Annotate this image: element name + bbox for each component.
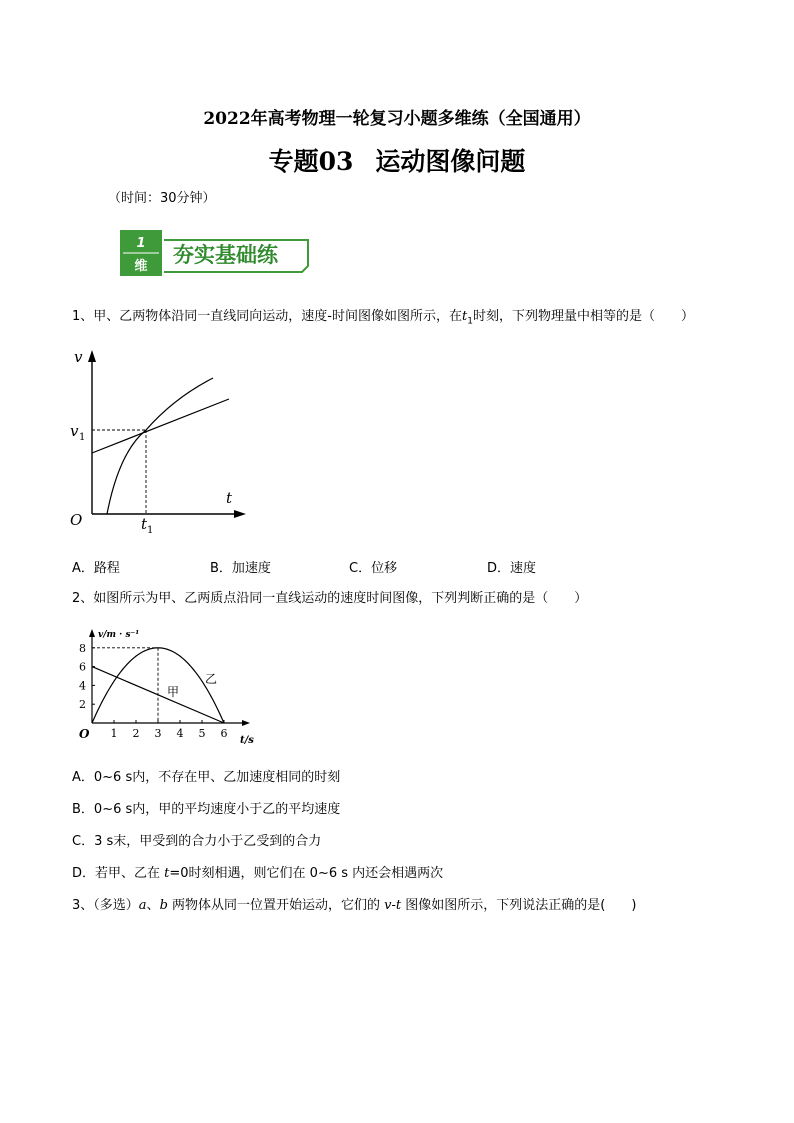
- q1-label-v: v: [74, 348, 83, 366]
- topic-number: 专题03: [268, 147, 354, 176]
- badge-label: 夯实基础练: [173, 243, 278, 267]
- q2-y-tick-label: 2: [79, 698, 86, 712]
- q2-xlabel: t/s: [240, 735, 254, 746]
- q1-option-c[interactable]: C．位移: [349, 561, 398, 576]
- q1-label-v1: v: [70, 422, 79, 440]
- topic-title: [0, 142, 794, 178]
- q2-x-tick-label: 2: [132, 727, 140, 740]
- question-1-graph: [62, 342, 262, 542]
- q2-y-tick-label: 8: [79, 641, 86, 655]
- question-3-stem: 3、（多选）a、b 两物体从同一位置开始运动，它们的 v-t 图像如图所示，下列说法正确的是( ): [72, 898, 637, 913]
- q1-label-t1: t: [141, 515, 148, 533]
- q2-x-tick-label: 6: [220, 727, 228, 740]
- q1-label-origin: O: [70, 511, 83, 529]
- q1-option-a[interactable]: A．路程: [72, 561, 120, 576]
- badge-number: 1: [136, 236, 146, 251]
- q1-x-arrow: [234, 510, 246, 518]
- q2-y-arrow: [89, 629, 95, 637]
- q2-y-tick-label: 6: [79, 660, 86, 674]
- q1-label-t: t: [226, 489, 233, 507]
- q1-y-arrow: [88, 350, 96, 362]
- q2-x-tick-label: 4: [176, 727, 184, 740]
- q1-label-v1-sub: 1: [79, 432, 86, 443]
- q2-option-c[interactable]: C．3 s末，甲受到的合力小于乙受到的合力: [72, 834, 322, 849]
- topic-name: 运动图像问题: [375, 147, 526, 176]
- q2-ylabel: v/m · s⁻¹: [98, 630, 140, 640]
- time-note: （时间：30分钟）: [108, 191, 216, 206]
- q2-y-tick-label: 4: [79, 679, 86, 693]
- q1-option-b[interactable]: B．加速度: [210, 561, 271, 576]
- q2-x-arrow: [242, 720, 250, 726]
- q2-option-b[interactable]: B．0~6 s内，甲的平均速度小于乙的平均速度: [72, 802, 341, 817]
- q2-label-jia: 甲: [167, 685, 180, 699]
- q1-line-linear: [92, 399, 229, 453]
- q2-option-d[interactable]: D．若甲、乙在 t=0时刻相遇，则它们在 0~6 s 内还会相遇两次: [72, 866, 444, 881]
- q1-option-d[interactable]: D．速度: [487, 561, 537, 576]
- badge-dimension: 维: [134, 259, 148, 274]
- section-badge: [120, 230, 312, 276]
- question-1-stem: 1、甲、乙两物体沿同一直线同向运动，速度-时间图像如图所示，在$t_1$时刻，下列物理量中相等的是（ ）: [72, 309, 694, 327]
- q2-label-yi: 乙: [205, 672, 218, 686]
- q2-option-a[interactable]: A．0~6 s内，不存在甲、乙加速度相同的时刻: [72, 770, 341, 785]
- document-title: 2022年高考物理一轮复习小题多维练（全国通用）: [203, 109, 591, 129]
- question-2-chart: [72, 625, 272, 750]
- q1-curve: [107, 378, 213, 514]
- q1-label-t1-sub: 1: [147, 525, 154, 536]
- q2-x-tick-label: 5: [198, 727, 206, 740]
- q2-x-tick-label: 3: [154, 727, 162, 740]
- q2-origin: O: [79, 727, 90, 741]
- q2-x-tick-label: 1: [110, 727, 118, 740]
- question-2-stem: 2、如图所示为甲、乙两质点沿同一直线运动的速度时间图像，下列判断正确的是（ ）: [72, 591, 588, 606]
- q2-ticks: [79, 642, 228, 740]
